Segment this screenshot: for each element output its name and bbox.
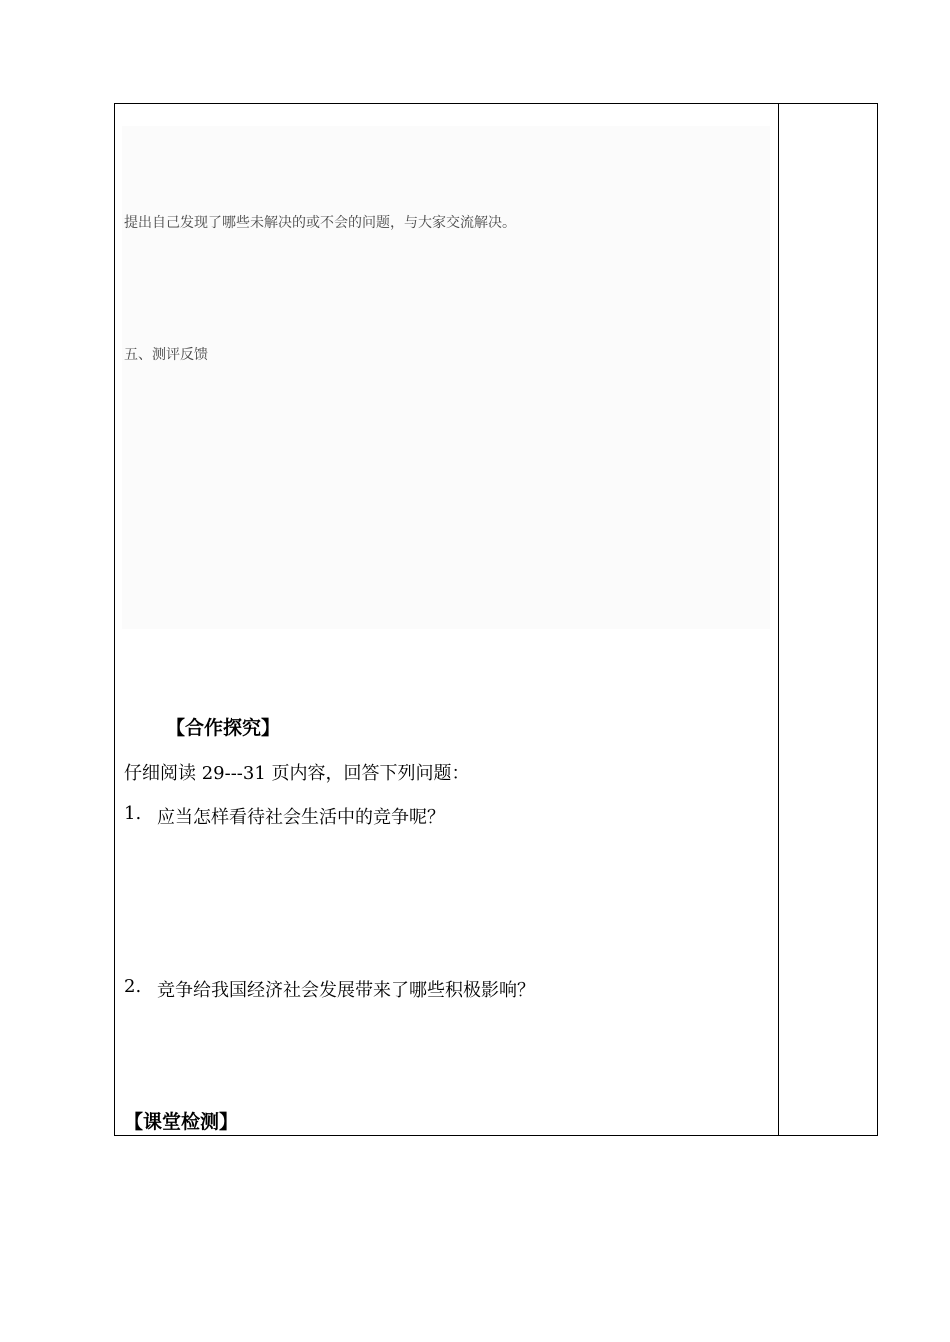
section-five-heading: 五、测评反馈 bbox=[124, 347, 208, 363]
question-number: 1. bbox=[124, 803, 142, 824]
reading-instruction: 仔细阅读 29---31 页内容，回答下列问题： bbox=[124, 763, 470, 784]
question-text: 应当怎样看待社会生活中的竞争呢？ bbox=[157, 807, 445, 828]
problem-prompt-text: 提出自己发现了哪些未解决的或不会的问题，与大家交流解决。 bbox=[124, 215, 516, 231]
question-text: 竞争给我国经济社会发展带来了哪些积极影响？ bbox=[157, 980, 535, 1001]
question-number: 2. bbox=[124, 976, 142, 997]
discussion-block bbox=[122, 126, 770, 629]
table-column-divider bbox=[778, 103, 779, 1136]
cooperation-heading: 【合作探究】 bbox=[166, 717, 281, 739]
classroom-check-heading: 【课堂检测】 bbox=[124, 1111, 239, 1133]
